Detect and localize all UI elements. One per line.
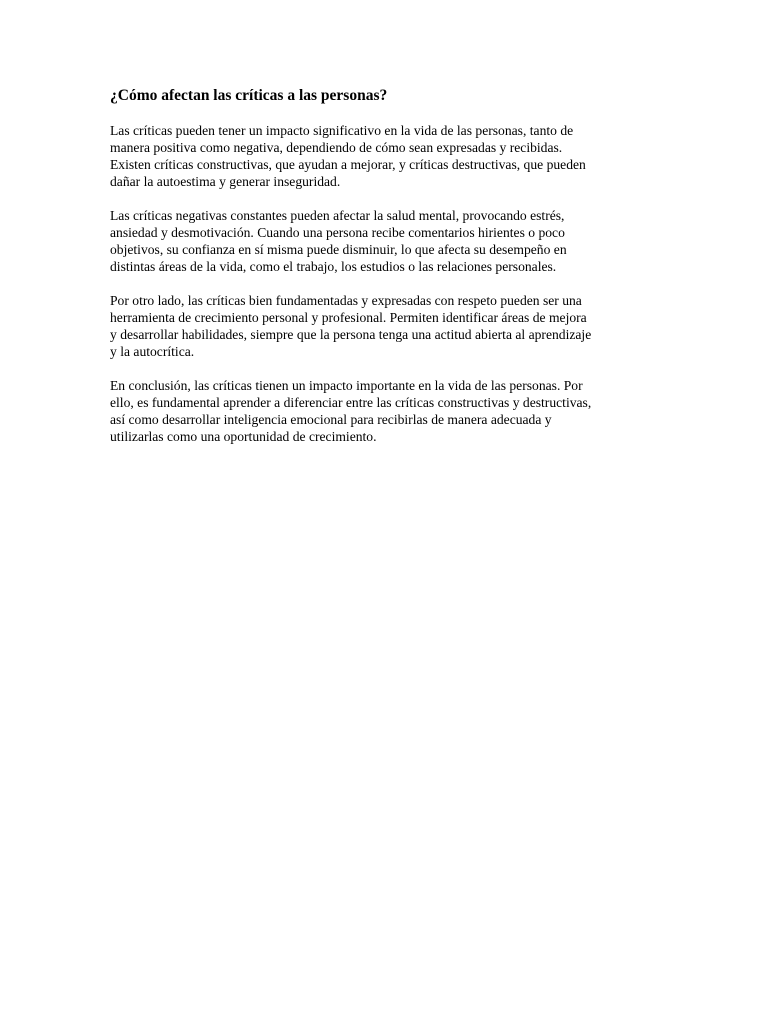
paragraph-positive-effects: Por otro lado, las críticas bien fundamentadas y expresadas con respeto pueden ser una herramienta de crecimiento personal y profesional. Permiten identificar áreas de mejora y desarrollar habilidades, siempre que la persona tenga una actitud abierta al aprendizaje y la autocrítica. [110,293,592,359]
document-title: ¿Cómo afectan las críticas a las personas? [110,87,388,104]
document-page [110,86,662,462]
paragraph-conclusion: En conclusión, las críticas tienen un impacto importante en la vida de las personas. Por ello, es fundamental aprender a diferenciar entre las críticas constructivas y destructivas, así como desarrollar inteligencia emocional para recibirlas de manera adecuada y utilizarlas como una oportunidad de crecimiento. [110,378,592,444]
paragraph-intro: Las críticas pueden tener un impacto significativo en la vida de las personas, tanto de manera positiva como negativa, dependiendo de cómo sean expresadas y recibidas. Existen críticas constructivas, que ayudan a mejorar, y críticas destructivas, que pueden dañar la autoestima y generar inseguridad. [110,123,586,189]
paragraph-negative-effects: Las críticas negativas constantes pueden afectar la salud mental, provocando estrés, ansiedad y desmotivación. Cuando una persona recibe comentarios hirientes o poco objetivos, su confianza en sí misma puede disminuir, lo que afecta su desempeño en distintas áreas de la vida, como el trabajo, los estudios o las relaciones personales. [110,208,567,274]
